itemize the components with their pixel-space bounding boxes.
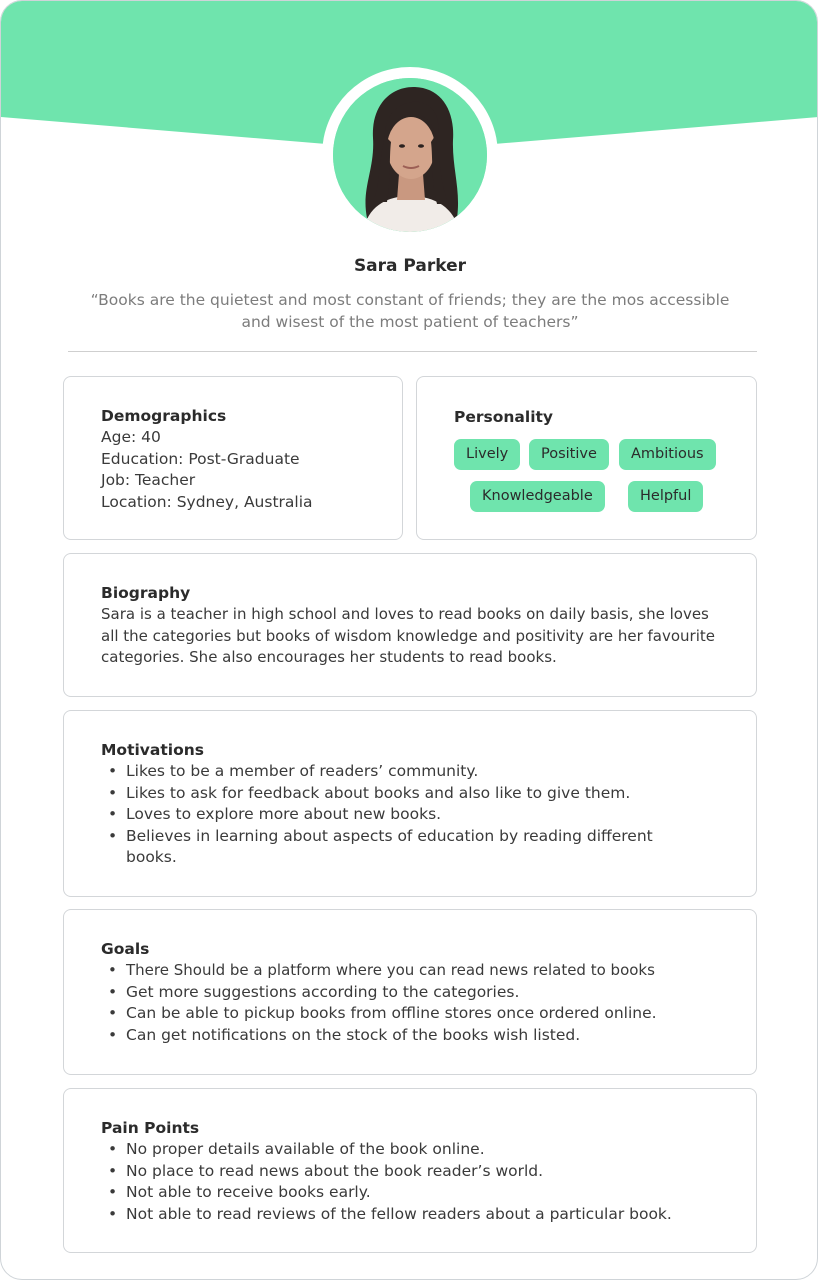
- demographics-education: Education: Post-Graduate: [101, 449, 300, 468]
- demographics-age: Age: 40: [101, 428, 161, 446]
- motivations-card: [63, 710, 757, 897]
- biography-card: [63, 553, 757, 697]
- list-item: • Loves to explore more about new books.: [101, 804, 731, 826]
- avatar: [333, 78, 487, 232]
- pain-points-card: [63, 1088, 757, 1253]
- demographics-title: Demographics: [101, 407, 227, 425]
- demographics-job: Job: Teacher: [101, 471, 196, 489]
- persona-name: Sara Parker: [353, 256, 467, 276]
- pain-points-list: [101, 1139, 741, 1225]
- list-item: • Likes to ask for feedback about books and also like to give them.: [101, 783, 731, 805]
- list-item: • No place to read news about the book reader’s world.: [101, 1161, 741, 1183]
- list-item: • Believes in learning about aspects of education by reading different books.: [101, 826, 731, 869]
- list-item: • Can be able to pickup books from offline stores once ordered online.: [101, 1003, 741, 1025]
- pain-points-title: Pain Points: [101, 1119, 200, 1137]
- demographics-card: [63, 376, 403, 540]
- goals-list: [101, 960, 741, 1046]
- list-item: • Likes to be a member of readers’ community.: [101, 761, 731, 783]
- list-item: • Can get notifications on the stock of the books wish listed.: [101, 1025, 741, 1047]
- list-item: • Not able to read reviews of the fellow readers about a particular book.: [101, 1204, 741, 1226]
- list-item: • Not able to receive books early.: [101, 1182, 741, 1204]
- biography-title: Biography: [101, 584, 191, 602]
- tag-helpful: Helpful: [628, 481, 703, 512]
- divider: [68, 351, 757, 352]
- list-item: • There Should be a platform where you can read news related to books: [101, 960, 741, 982]
- person-photo-icon: [333, 78, 487, 232]
- list-item: • No proper details available of the book online.: [101, 1139, 741, 1161]
- motivations-title: Motivations: [101, 741, 204, 759]
- demographics-location: Location: Sydney, Australia: [101, 492, 313, 511]
- tag-knowledgeable: Knowledgeable: [470, 481, 605, 512]
- personality-card: [416, 376, 757, 540]
- tag-positive: Positive: [529, 439, 609, 470]
- persona-quote: “Books are the quietest and most constant of friends; they are the mos accessible and wisest of the most patient of teachers”: [90, 291, 730, 331]
- motivations-list: [101, 761, 731, 869]
- tag-ambitious: Ambitious: [619, 439, 716, 470]
- personality-title: Personality: [454, 408, 554, 426]
- goals-title: Goals: [101, 940, 150, 958]
- biography-text: Sara is a teacher in high school and loves to read books on daily basis, she loves all the categories but books of wisdom knowledge and positivity are her favourite categories. She also encourages her students to read books.: [101, 605, 715, 666]
- goals-card: [63, 909, 757, 1075]
- tag-lively: Lively: [454, 439, 520, 470]
- list-item: • Get more suggestions according to the categories.: [101, 982, 741, 1004]
